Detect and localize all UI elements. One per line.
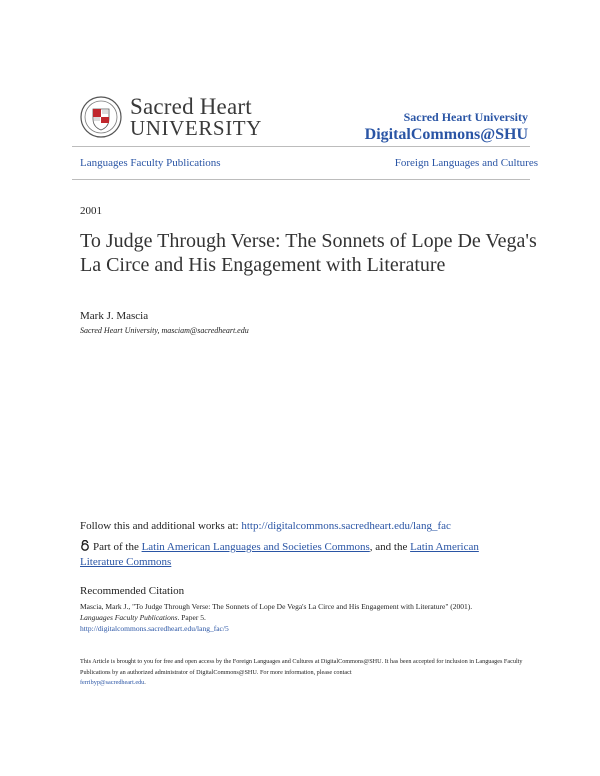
commons-link-1[interactable]: Latin American Languages and Societies Commons [141, 541, 370, 553]
follow-url-link[interactable]: http://digitalcommons.sacredheart.edu/lang_fac [241, 520, 451, 532]
author-name: Mark J. Mascia [80, 310, 149, 322]
repository-header [365, 110, 528, 144]
part-of-middle: , and the [369, 541, 411, 553]
citation-line1: Mascia, Mark J., "To Judge Through Verse: The Sonnets of Lope De Vega's La Circe and His Engagement with Literature" (2001). [80, 602, 473, 611]
part-of-prefix: Part of the [93, 541, 142, 553]
follow-text: Follow this and additional works at: [80, 520, 242, 532]
follow-line [80, 520, 451, 532]
header-divider-top [72, 146, 530, 147]
author-affiliation: Sacred Heart University, masciam@sacredheart.edu [80, 326, 249, 335]
notice-text: This Article is brought to you for free and open access by the Foreign Languages and Cultures at DigitalCommons@SHU. It has been accepted for inclusion in Languages Faculty Publications by an authorized administrator of DigitalCommons@SHU. For more information, please contact [80, 658, 523, 676]
notice-end: . [144, 679, 146, 686]
collection-link[interactable]: Languages Faculty Publications [80, 157, 221, 169]
logo-text-line1: Sacred Heart [130, 94, 252, 119]
citation-paper: . Paper 5. [177, 613, 206, 622]
article-title: To Judge Through Verse: The Sonnets of Lope De Vega's La Circe and His Engagement with Literature [80, 230, 537, 276]
department-link[interactable]: Foreign Languages and Cultures [394, 157, 538, 169]
citation-heading: Recommended Citation [80, 585, 185, 597]
citation-url-link[interactable]: http://digitalcommons.sacredheart.edu/lang_fac/5 [80, 624, 229, 633]
sacred-heart-logo [80, 94, 280, 144]
access-notice [80, 657, 530, 689]
repo-institution: Sacred Heart University [403, 110, 528, 124]
repo-name-link[interactable]: DigitalCommons@SHU [364, 126, 528, 143]
open-access-icon [80, 540, 90, 551]
commons-link-2[interactable]: Latin American Literature Commons [80, 541, 479, 568]
citation-body [80, 601, 530, 634]
header-divider-bottom [72, 179, 530, 180]
citation-series: Languages Faculty Publications [80, 613, 178, 622]
publication-year: 2001 [80, 205, 102, 217]
university-seal-icon [80, 96, 122, 138]
logo-text-line2: UNIVERSITY [130, 116, 262, 140]
part-of-line [80, 540, 500, 570]
contact-email-link[interactable]: ferribyp@sacredheart.edu [80, 679, 145, 686]
